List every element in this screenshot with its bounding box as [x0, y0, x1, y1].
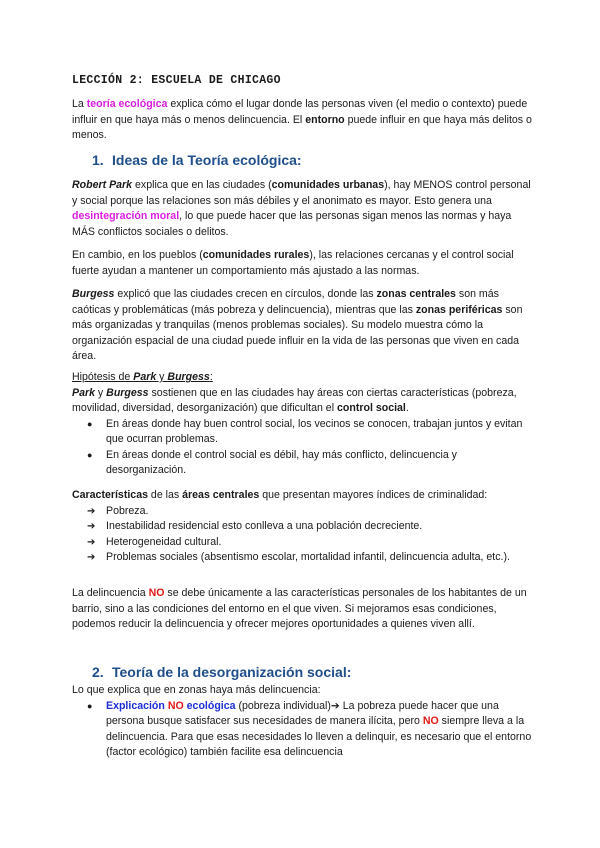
author-name: Park — [133, 371, 157, 383]
hypothesis-text — [72, 386, 532, 417]
text: Hipótesis de — [72, 371, 134, 383]
list-item: ● En áreas donde hay buen control social, los vecinos se conocen, trabajan juntos y evitan que ocurran problemas. — [72, 417, 532, 448]
keyword-no: NO — [148, 587, 165, 599]
text: ), hay MENOS control personal y social porque las relaciones son más débiles y el anonimato es mayor. Esto genera una — [72, 179, 531, 207]
burgess-paragraph — [72, 287, 532, 365]
section-2-lead: Lo que explica que en zonas haya más delincuencia: — [72, 684, 321, 696]
keyword-ecologica: ecológica — [183, 699, 236, 712]
text: y — [156, 371, 168, 383]
hypothesis-bullets — [72, 417, 532, 479]
text: : — [209, 371, 213, 383]
section-1-heading — [92, 152, 302, 168]
text: son más caóticas y problemáticas (más pobreza y delincuencia), mientras que las — [72, 288, 499, 316]
rural-paragraph — [72, 248, 532, 279]
keyword: áreas centrales — [182, 489, 260, 501]
section-title: Ideas de la Teoría ecológica: — [112, 152, 302, 168]
text: explica que en las ciudades ( — [132, 179, 272, 191]
hypothesis-block — [72, 370, 532, 479]
text: explicó que las ciudades crecen en círculos, donde las — [114, 288, 377, 300]
keyword: comunidades urbanas — [271, 179, 385, 191]
list-item: ➔ Heterogeneidad cultural. — [72, 535, 532, 551]
keyword-entorno: entorno — [305, 113, 345, 126]
text: son más organizadas y tranquilas (menos problemas sociales). Su modelo muestra cómo la organización espacial de una ciudad puede influir en la vida de las personas que viven en cada área. — [72, 303, 523, 362]
text: que presentan mayores índices de criminalidad: — [259, 489, 488, 501]
keyword: Características — [72, 489, 148, 501]
conclusion-paragraph — [72, 586, 532, 633]
text: (pobreza individual)➔ La pobreza puede hacer que una persona busque satisfacer sus necesidades de manera ilícita, pero — [106, 699, 499, 727]
text: ), las relaciones cercanas y el control social fuerte ayudan a mantener un comportamiento más ajustado a las normas. — [72, 249, 514, 277]
keyword-no: NO — [422, 715, 439, 727]
text: explica cómo el lugar donde las personas viven (el medio o contexto) puede influir en que haya más o menos delincuencia. El — [72, 98, 528, 126]
list-item: ➔ Inestabilidad residencial esto conlleva a una población decreciente. — [72, 519, 532, 535]
section-title: Teoría de la desorganización social: — [112, 664, 352, 680]
section-number: 2. — [92, 664, 104, 680]
text: puede influir en que haya más delitos o menos. — [72, 113, 532, 141]
keyword: comunidades rurales — [202, 249, 310, 261]
text: La — [72, 98, 87, 110]
keyword: zonas centrales — [376, 288, 456, 300]
characteristics-heading — [72, 488, 532, 504]
intro-paragraph — [72, 97, 532, 144]
author-name: Park — [72, 386, 95, 399]
text: sostienen que en las ciudades hay áreas con ciertas características (pobreza, movilidad, diversidad, desorganización) que dificultan el — [72, 386, 517, 414]
list-item: ➔ Problemas sociales (absentismo escolar, mortalidad infantil, delincuencia adulta, etc.). — [72, 550, 532, 566]
keyword-desintegracion: desintegración moral — [72, 210, 180, 222]
text: La delincuencia — [72, 587, 149, 599]
section-2-body — [72, 683, 532, 761]
keyword-no: NO — [167, 699, 184, 712]
park-paragraph — [72, 178, 532, 240]
author-name: Burgess — [72, 288, 115, 300]
author-name: Burgess — [167, 371, 210, 383]
section-number: 1. — [92, 152, 104, 168]
list-item: ➔ Pobreza. — [72, 504, 532, 520]
text: . — [405, 402, 409, 414]
text: En cambio, en los pueblos ( — [72, 249, 203, 261]
section-2-bullets — [72, 699, 532, 761]
keyword-teoria-ecologica: teoría ecológica — [86, 98, 168, 110]
author-name: Burgess — [106, 386, 149, 399]
lesson-title: LECCIÓN 2: ESCUELA DE CHICAGO — [72, 74, 281, 87]
keyword-explicacion: Explicación — [106, 699, 168, 712]
list-item — [72, 699, 532, 761]
characteristics-block — [72, 488, 532, 566]
keyword: control social — [337, 402, 406, 414]
text: se debe únicamente a las características personales de los habitantes de un barrio, sino a las condiciones del entorno en el que viven. Si mejoramos esas condiciones, podemos reducir la delincuencia y ofrecer mejores oportunidades a quienes viven allí. — [72, 587, 527, 630]
hypothesis-heading — [72, 370, 532, 386]
text: , lo que puede hacer que las personas sigan menos las normas y haya MÁS conflictos sociales o delitos. — [72, 210, 512, 238]
section-2-heading — [92, 664, 351, 680]
text: y — [94, 386, 107, 399]
text: de las — [147, 489, 183, 501]
text: siempre lleva a la delincuencia. Para que esas necesidades lo lleven a delinquir, es necesario que el entorno (factor ecológico) también facilite esa delincuencia — [106, 715, 532, 758]
characteristics-list — [72, 504, 532, 566]
keyword: zonas periféricas — [415, 303, 503, 316]
author-name: Robert Park — [72, 179, 133, 191]
list-item: ● En áreas donde el control social es débil, hay más conflicto, delincuencia y desorganización. — [72, 448, 532, 479]
